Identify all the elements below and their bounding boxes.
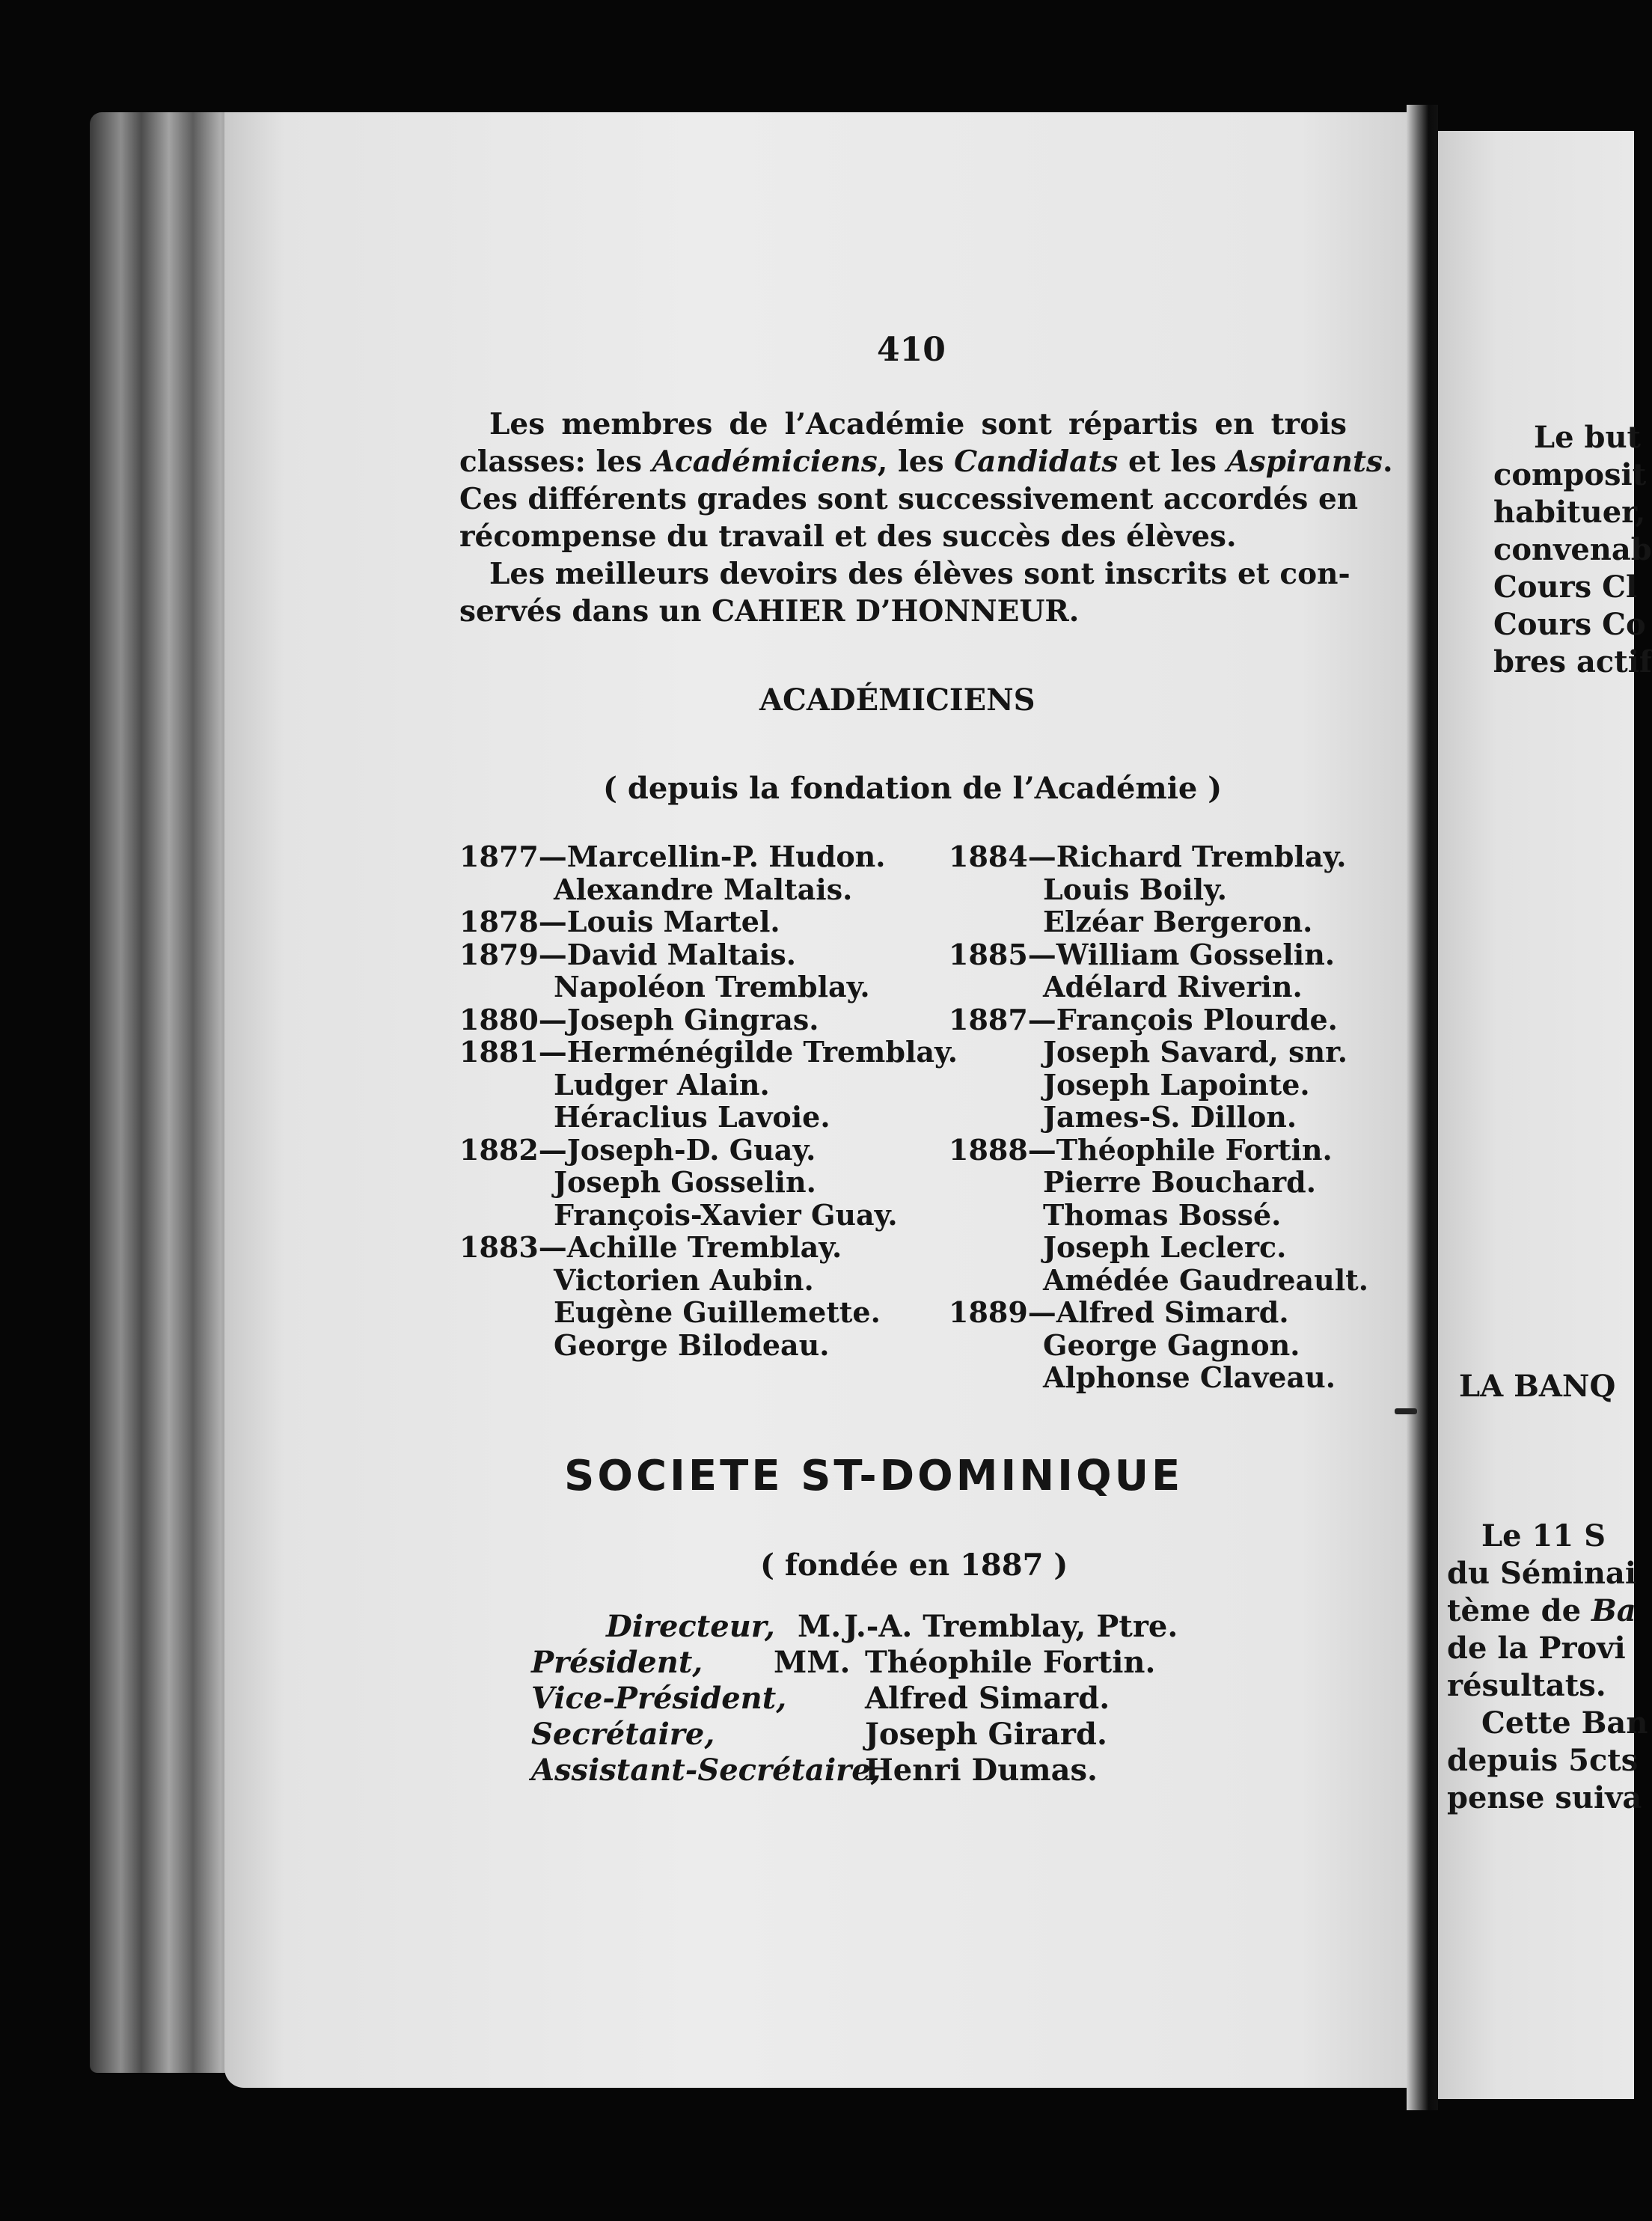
academicien-entry (949, 1069, 1368, 1102)
academicien-entry (949, 840, 1368, 873)
societe-founded: ( fondée en 1887 ) (760, 1548, 1068, 1583)
year-label: 1880— (459, 1002, 567, 1036)
right-page-line: Cours Co (1493, 607, 1646, 642)
academicien-name: Alphonse Claveau. (1043, 1360, 1336, 1394)
intro-line: récompense du travail et des succès des élèves. (459, 519, 1237, 554)
right-page-line: composit (1493, 457, 1647, 492)
officer-role: Vice-Président, (531, 1681, 787, 1716)
intro-line: servés dans un CAHIER D’HONNEUR. (459, 594, 1080, 629)
academicien-name: Joseph Gosselin. (554, 1165, 816, 1199)
academicien-entry (459, 1069, 958, 1102)
academicien-entry (459, 1101, 958, 1134)
right-page-line: de la Provi (1447, 1631, 1626, 1666)
right-page-heading: LA BANQ (1459, 1369, 1616, 1404)
academicien-entry (459, 1296, 958, 1329)
year-label: 1882— (459, 1132, 567, 1167)
academiciens-right-column (949, 840, 1368, 1394)
academicien-name: Joseph Lapointe. (1043, 1067, 1310, 1102)
academicien-name: Victorien Aubin. (554, 1262, 814, 1297)
academicien-name: Louis Boily. (1043, 872, 1228, 906)
academicien-name: Joseph-D. Guay. (566, 1132, 816, 1167)
year-label: 1889— (949, 1295, 1056, 1329)
academicien-entry (949, 1296, 1368, 1329)
academicien-name: Alfred Simard. (1056, 1295, 1289, 1329)
academicien-entry (949, 1361, 1368, 1394)
academicien-entry (459, 1199, 958, 1232)
intro-paragraph (459, 406, 1383, 630)
academiciens-left-column (459, 840, 958, 1361)
academicien-entry (949, 873, 1368, 906)
academicien-entry (949, 1199, 1368, 1232)
right-page-line: depuis 5cts (1447, 1743, 1639, 1778)
academicien-entry (459, 905, 958, 938)
year-label: 1883— (459, 1230, 567, 1264)
academicien-entry (949, 1329, 1368, 1362)
right-page-line: tème de Ba (1447, 1593, 1636, 1628)
officer-prefix: M. (798, 1609, 842, 1644)
officer-role: Directeur, (606, 1609, 775, 1644)
academicien-entry (949, 1101, 1368, 1134)
academicien-entry (949, 1036, 1368, 1069)
academicien-entry (949, 1134, 1368, 1167)
academicien-name: Joseph Savard, snr. (1043, 1035, 1347, 1069)
academicien-entry (949, 938, 1368, 971)
academicien-entry (949, 971, 1368, 1003)
academicien-entry (949, 1003, 1368, 1036)
intro-line: classes: les Académiciens, les Candidats et les Aspirants (459, 444, 1383, 479)
right-page-line: Le but (1534, 420, 1642, 455)
academicien-name: Adélard Riverin. (1043, 970, 1303, 1003)
year-label: 1881— (459, 1035, 567, 1069)
academicien-name: Richard Tremblay. (1056, 840, 1347, 873)
right-page-upper-text (1493, 419, 1652, 681)
intro-line: Ces différents grades sont successivement accordés en (459, 482, 1359, 516)
academicien-entry (949, 1166, 1368, 1199)
academicien-entry (459, 873, 958, 906)
binding-mark (1395, 1408, 1417, 1414)
academicien-entry (459, 1134, 958, 1167)
academicien-name: Achille Tremblay. (566, 1230, 842, 1264)
intro-line: Les meilleurs devoirs des élèves sont inscrits et con- (489, 557, 1350, 591)
academicien-entry (949, 1264, 1368, 1297)
academicien-entry (459, 1166, 958, 1199)
academicien-name: George Bilodeau. (554, 1328, 830, 1362)
year-label: 1879— (459, 937, 567, 971)
right-page-line: pense suiva (1447, 1780, 1642, 1815)
officer-role: Secrétaire, (531, 1717, 715, 1752)
societe-title: SOCIETE ST-DOMINIQUE (564, 1452, 1184, 1500)
officer-name: Henri Dumas. (865, 1753, 1098, 1788)
academicien-name: Joseph Gingras. (566, 1002, 819, 1036)
academicien-name: François-Xavier Guay. (554, 1197, 898, 1232)
academicien-name: Elzéar Bergeron. (1043, 905, 1313, 938)
academicien-name: James-S. Dillon. (1043, 1100, 1297, 1134)
academicien-name: William Gosselin. (1056, 937, 1336, 971)
right-page-line: convenab (1493, 532, 1652, 567)
academicien-name: François Plourde. (1056, 1002, 1338, 1036)
officer-name: Théophile Fortin. (865, 1645, 1156, 1680)
academicien-name: Louis Martel. (566, 905, 780, 938)
academicien-name: Herménégilde Tremblay. (566, 1035, 958, 1069)
academicien-name: Eugène Guillemette. (554, 1295, 881, 1329)
academicien-name: Amédée Gaudreault. (1043, 1262, 1368, 1297)
year-label: 1878— (459, 905, 567, 938)
right-page-lower-text (1447, 1518, 1648, 1817)
intro-line: Les membres de l’Académie sont répartis en trois (489, 407, 1347, 442)
academicien-entry (459, 1003, 958, 1036)
academicien-name: Marcellin-P. Hudon. (566, 840, 886, 873)
academicien-entry (459, 1329, 958, 1362)
academiciens-subheading: ( depuis la fondation de l’Académie ) (603, 771, 1223, 806)
academicien-entry (949, 905, 1368, 938)
academicien-entry (459, 1264, 958, 1297)
page-number: 410 (877, 331, 946, 369)
officer-prefix: MM. (774, 1645, 851, 1680)
academicien-name: Héraclius Lavoie. (554, 1100, 830, 1134)
academicien-name: Théophile Fortin. (1056, 1132, 1333, 1167)
right-page-line: du Séminai (1447, 1556, 1637, 1591)
officer-role: Président, (531, 1645, 703, 1680)
year-label: 1885— (949, 937, 1056, 971)
academicien-entry (459, 1231, 958, 1264)
right-page-line: habituer, (1493, 495, 1646, 530)
right-page-line: bres actif (1493, 644, 1652, 679)
officer-name: J.-A. Tremblay, Ptre. (844, 1609, 1178, 1644)
year-label: 1888— (949, 1132, 1056, 1167)
academicien-name: Joseph Leclerc. (1043, 1230, 1287, 1264)
academicien-name: Thomas Bossé. (1043, 1197, 1282, 1232)
academicien-name: Ludger Alain. (554, 1067, 770, 1102)
academicien-name: Napoléon Tremblay. (554, 970, 870, 1003)
right-page-line: Cette Ban (1481, 1705, 1648, 1741)
academiciens-heading: ACADÉMICIENS (759, 682, 1035, 718)
academicien-entry (459, 840, 958, 873)
academicien-entry (459, 1036, 958, 1069)
academicien-entry (459, 938, 958, 971)
academicien-name: David Maltais. (566, 937, 797, 971)
officer-name: Joseph Girard. (865, 1717, 1107, 1752)
book-gutter (1407, 105, 1438, 2110)
academicien-name: Pierre Bouchard. (1043, 1165, 1316, 1199)
right-page-line: Cours Cl (1493, 569, 1638, 605)
academicien-name: Alexandre Maltais. (554, 872, 853, 906)
right-page-line: Le 11 S (1481, 1518, 1606, 1554)
officer-role: Assistant-Secrétaire, (531, 1753, 881, 1788)
academicien-entry (459, 971, 958, 1003)
year-label: 1877— (459, 840, 567, 873)
year-label: 1887— (949, 1002, 1056, 1036)
right-page-line: résultats. (1447, 1668, 1606, 1703)
academicien-name: George Gagnon. (1043, 1328, 1300, 1362)
officer-name: Alfred Simard. (865, 1681, 1110, 1716)
academicien-entry (949, 1231, 1368, 1264)
year-label: 1884— (949, 840, 1056, 873)
